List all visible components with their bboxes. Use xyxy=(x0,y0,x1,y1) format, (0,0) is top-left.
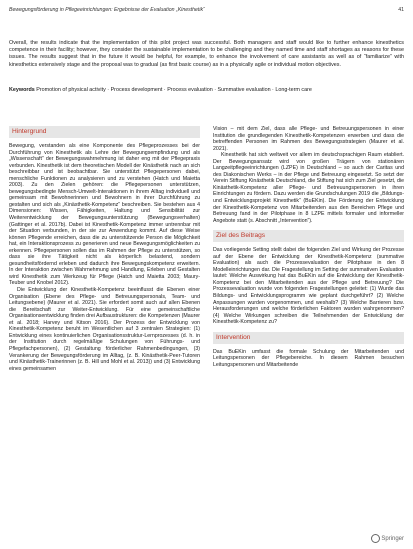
publisher-name: Springer xyxy=(381,536,404,543)
section-heading-ziel: Ziel des Beitrags xyxy=(213,230,404,242)
page-number: 41 xyxy=(398,7,404,13)
keywords-label: Keywords xyxy=(9,87,35,93)
paragraph: Das BuEKin umfasst die formale Schulung der Mitarbeitenden und Leitungspersonen der Pflegebereiche. In diesem Rahmen besuchen Leitungspersonen und Mitarbeitende xyxy=(213,348,404,368)
paragraph: Die Entwicklung der Kinesthetik-Kompetenz beeinflusst die Ebenen einer Organisation (Ebene des Pflege- und Betreuungspersonals, Team- und Leitungsebene) (Maurer et al. 2021). Sie erfordert somit auch auf allen Ebenen die Bereitschaft zur Weiter-Entwicklung. Für eine gemeinschaftliche Organisationsentwicklung finden drei Aufbaustrukturen: die Kompetenzen (Maurer et al. 2018; Harvey und Kitson 2016). Der Prozess der Entwicklung von Kinesthetik-Kompetenz beruht im Wesentlichen auf 3 zentralen Strategien: (1) Entwicklung eines kontinuierlichen Organisationsstruktur-Lernprozesses (d. h. in der Institution durch regelmäßige Schulungen von Führungs- und Pflegefachpersonen), (2) Gestaltung förderlicher Rahmenbedingungen, (3) Verankerung der Bewegungsförderung im Alltag, (z. B. Kinästhetik-Peer-Tutoren und Kinästhetik-Trainerinnen (z. B. Hill und Mohl et al. 2013)) und (3) Entwicklung eines gemeinsamen xyxy=(9,287,200,372)
paragraph: Bewegung, verstanden als eine Komponente des Pflegeprozesses bei der Durchführung von Kinesthetik als Lehre der Bewegungsempfindung und als „Wissenschaft“ der Bewegungswahrnehmung ist daher eng mit der Pflegepraxis verbunden. Kinesthetik ist dem theoretischen Modell der Kinästhetik nach an sich beschreibbar und ist beobachtbar. Sie unterstützt Pflegepersonen dabei, menschliche Funktionen zu analysieren und zu verstehen (Hatch und Maietta 2003). Zu den Zielen gehören: die Pflegepersonen unterstützen, bewegungsbedingte Mensch-Umwelt-Interaktionen in ihrem Alltag individuell und gemeinsam mit Bewohnerinnen und Bewohnern in ihrer Durchführung zu gestalten und sich als „Kinästhetik-Kompetenz“ beschreiben. Sie bestehen aus 4 Dimensionen: Wissen, Fähigkeiten, Haltung und Sensibilität zur Weiterentwicklung der Bewegungsunterstützung (Bewegungsverhalten) (Gattinger et al. 2017b). Dabei ist Kinesthetik-Kompetenz immer untrennbar mit der Situation verbunden, in der sie zur Anwendung kommt. Auf diese Weise können Pflegende erreichen, dass die zu unterstützende Person die Möglichkeit hat, ein Interaktionsprozess zu generieren und neue Bewegungsmöglichkeiten zu erkennen. Pflegepersonen sollen das im Rahmen der Pflege zu unterstützen, so dass sie ihre Tätigkeit nicht als körperlich belastend, sondern gesundheitsfördernd erleben und dadurch ihre Bewegungskompetenz erweitern. In der Interaktion zwischen Wahrnehmung und Handlung, Erleben und Gestalten wird Kinesthetik zum Werkzeug für Pflege (Hatch und Maietta 2003; Maury-Teuber und Knobel 2012). xyxy=(9,143,200,287)
running-title: Bewegungsförderung in Pflegeeinrichtungen: Ergebnisse der Evaluation „Kinesthetik“ xyxy=(9,7,205,13)
keywords xyxy=(9,87,404,94)
paragraph: Kinesthetik hat sich weltweit vor allem im deutschsprachigen Raum etabliert. Der Bewegungsansatz wird von großen Trägern von stationären Langzeitpflegeeinrichtungen (LZPE) in Deutschland – so auch der Caritas und des Diakonischen Werks – in der Pflege und Betreuung eingesetzt. So setzt der Verein Stiftung Kinästhetik Deutschland, die Stiftung hat sich zum Ziel gesetzt, die Kinästhetik-Kompetenz aller Pflege- und Betreuungspersonen in ihren Einrichtungen zu fördern. Dazu werden die Grundschulungen 2019 die „Bildungs- und Entwicklungsprojekt Kinesthetik“ (BuEKin). Die Förderung der Entwicklung der Kinesthetik-Kompetenz von Mitarbeitenden aus den Bereichen Pflege und Betreuung fand in der Pilotphase in 8 LZPE mittels formaler und informeller Angebote statt (s. Abschnitt „Intervention“). xyxy=(213,152,404,224)
keywords-text: Promotion of physical activity · Process development · Process evaluation · Summative evaluation · Long-term care xyxy=(36,87,312,93)
section-heading-intervention: Intervention xyxy=(213,332,404,344)
publisher-logo xyxy=(371,534,404,543)
paragraph: Das vorliegende Setting stellt dabei die folgenden Ziel und Wirkung der Prozesse auf der Ebene der Entwicklung der Kinesthetik-Kompetenz (summative Evaluation) als auch die Prozessevaluation der Pilotphase in den 8 Modelleinrichtungen dar. Die Fragestellung im Setting der summativen Evaluation lautet: Welche Auswirkung hat das BuEKin auf die Entwicklung der Kinesthetik-Kompetenz bei den Mitarbeitenden aus der Pflege und Betreuung? Die Prozessevaluation wurde von folgenden Fragestellungen geleitet: (1) Wurde das Bildungs- und Entwicklungsprogramm wie geplant durchgeführt? (2) Welche Anpassungen wurden vorgenommen, und weshalb? (3) Welche Barrieren bzw. Herausforderungen und welche förderlichen Faktoren wurden wahrgenommen? (4) Welche Wirkungen schreiben die Teilnehmenden der Entwicklung der Kinesthetik-Kompetenz zu? xyxy=(213,247,404,326)
springer-horse-icon xyxy=(371,534,380,543)
paragraph: Vision – mit dem Ziel, dass alle Pflege- und Betreuungspersonen in einer Institution die grundlegenden Kinesthetik-Kompetenzen erwerben und dass die betreffenden Personen im Rahmen des Bewegungsstrategien (Maurer et al. 2021). xyxy=(213,126,404,152)
running-header xyxy=(9,7,404,17)
right-column xyxy=(213,126,404,368)
abstract-text: Overall, the results indicate that the implementation of this pilot project was successful. Both managers and staff would like to further enhance kinesthetics competence in their facility; however, they consider the sustainable implementation to be challenging and they named time and staff shortages as reasons for these issues. The results suggest that in the future it would be helpful, for example, to enhance the involvement of care assistants as well as of “familiarize” with kinesthetics extensively stage and the proposal was to gradual (as first basic course) as in a physically agile or individual motion objectives. xyxy=(9,40,404,68)
left-column xyxy=(9,126,200,372)
section-heading-hintergrund: Hintergrund xyxy=(9,126,200,138)
